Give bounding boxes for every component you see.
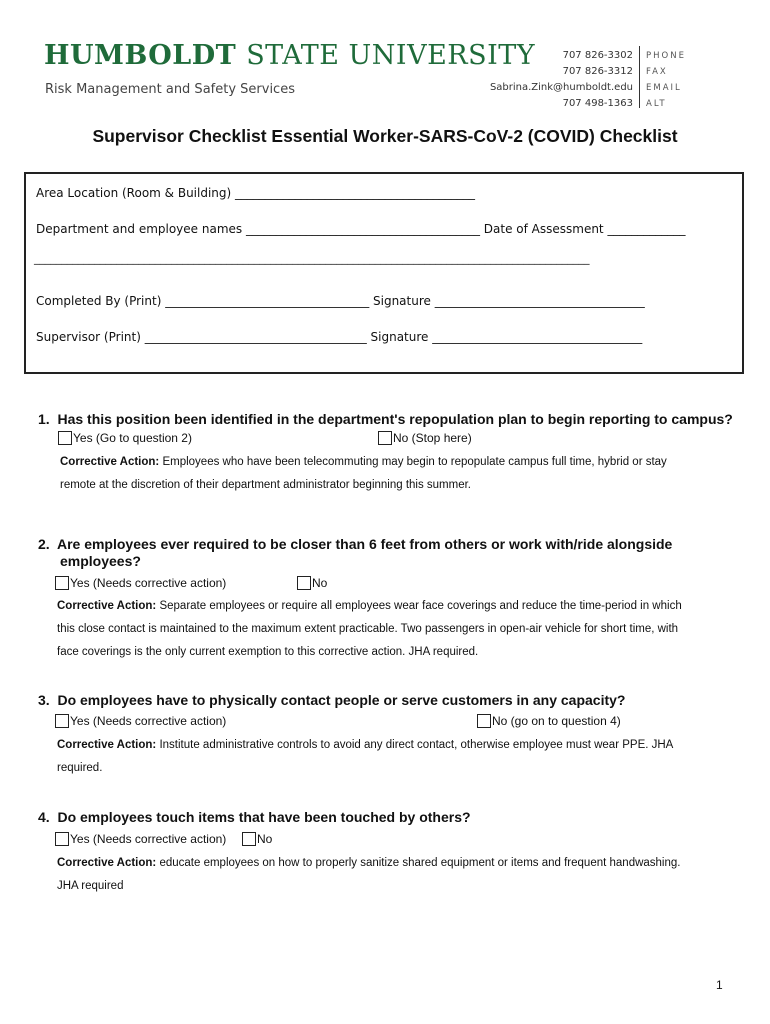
q3-no-option[interactable]: [477, 714, 621, 728]
question-2: [38, 536, 672, 570]
option-label: No (Stop here): [393, 431, 472, 445]
q4-yes-option[interactable]: [55, 832, 226, 846]
q1-no-option[interactable]: [378, 431, 472, 445]
corrective-action-label: Corrective Action:: [57, 857, 157, 869]
question-text: employees?: [60, 553, 141, 569]
question-number: 4.: [38, 809, 50, 825]
q3-yes-option[interactable]: [55, 714, 226, 728]
checkbox[interactable]: [477, 714, 491, 728]
area-location-field[interactable]: Area Location (Room & Building) ________________________________________: [36, 186, 476, 200]
question-text: Do employees have to physically contact people or serve customers in any capacity?: [57, 692, 626, 708]
email-value: Sabrina.Zink@humboldt.edu: [489, 82, 633, 93]
option-label: Yes (Go to question 2): [73, 431, 192, 445]
contact-divider: [639, 46, 640, 108]
corrective-action-text: Institute administrative controls to avoid any direct contact, otherwise employee must wear PPE. JHA: [156, 739, 674, 751]
q2-no-option[interactable]: [297, 576, 327, 590]
corrective-action-label: Corrective Action:: [57, 600, 157, 612]
corrective-action-text: Separate employees or require all employees wear face coverings and reduce the time-period in which: [156, 600, 682, 612]
q3-corrective-action: [57, 734, 747, 780]
question-number: 1.: [38, 411, 50, 427]
page-title: Supervisor Checklist Essential Worker-SARS-CoV-2 (COVID) Checklist: [92, 126, 678, 146]
question-1: [38, 411, 733, 427]
question-4: [38, 809, 471, 825]
option-label: Yes (Needs corrective action): [70, 576, 227, 590]
checkbox[interactable]: [242, 832, 256, 846]
q4-no-option[interactable]: [242, 832, 272, 846]
q1-corrective-action: [60, 451, 750, 497]
checkbox[interactable]: [55, 576, 69, 590]
corrective-action-text: required.: [57, 762, 103, 774]
option-label: No (go on to question 4): [492, 714, 621, 728]
fax-label: FAX: [646, 67, 668, 77]
corrective-action-text: educate employees on how to properly sanitize shared equipment or items and frequent handwashing.: [156, 857, 681, 869]
department-employee-field[interactable]: Department and employee names _______________________________________ Date of Assessment _____________: [36, 222, 686, 236]
alt-value: 707 498-1363: [562, 98, 633, 109]
question-text: Are employees ever required to be closer than 6 feet from others or work with/ride alongside: [56, 536, 673, 552]
department-name: Risk Management and Safety Services: [45, 82, 295, 97]
completed-by-field[interactable]: Completed By (Print) __________________________________ Signature ___________________________________: [36, 294, 645, 308]
corrective-action-text: face coverings is the only current exemption to this corrective action. JHA required.: [57, 646, 479, 658]
fax-value: 707 826-3312: [562, 66, 633, 77]
checkbox[interactable]: [378, 431, 392, 445]
logo-word-humboldt: HUMBOLDT: [44, 40, 237, 71]
q1-yes-option[interactable]: [58, 431, 192, 445]
corrective-action-text: this close contact is maintained to the maximum extent practicable. Two passengers in open-air vehicle for short time, with: [57, 623, 679, 635]
corrective-action-text: remote at the discretion of their department administrator beginning this summer.: [60, 479, 472, 491]
question-number: 2.: [38, 536, 50, 552]
email-label: EMAIL: [646, 83, 682, 93]
checkbox[interactable]: [55, 832, 69, 846]
checkbox[interactable]: [55, 714, 69, 728]
q2-corrective-action: [57, 595, 757, 664]
phone-label: PHONE: [646, 51, 686, 61]
option-label: No: [312, 576, 328, 590]
corrective-action-label: Corrective Action:: [57, 739, 157, 751]
question-number: 3.: [38, 692, 50, 708]
checkbox[interactable]: [58, 431, 72, 445]
logo-word-state-university: STATE UNIVERSITY: [246, 40, 536, 71]
alt-label: ALT: [646, 99, 667, 109]
option-label: No: [257, 832, 273, 846]
assessment-form-box: [24, 172, 744, 374]
q2-yes-option[interactable]: [55, 576, 226, 590]
page-number: 1: [716, 978, 723, 992]
option-label: Yes (Needs corrective action): [70, 832, 227, 846]
blank-line-field[interactable]: _____________________________________________________________________________________________________: [34, 252, 590, 265]
question-3: [38, 692, 625, 708]
supervisor-field[interactable]: Supervisor (Print) _____________________________________ Signature ___________________________________: [36, 330, 643, 344]
question-text: Has this position been identified in the department's repopulation plan to begin reporting to campus?: [57, 411, 733, 427]
phone-value: 707 826-3302: [562, 50, 633, 61]
corrective-action-text: Employees who have been telecommuting may begin to repopulate campus full time, hybrid or stay: [159, 456, 667, 468]
corrective-action-text: JHA required: [57, 880, 124, 892]
checkbox[interactable]: [297, 576, 311, 590]
question-text: Do employees touch items that have been touched by others?: [57, 809, 471, 825]
contact-values: [490, 48, 633, 112]
corrective-action-label: Corrective Action:: [60, 456, 160, 468]
university-logo: [44, 40, 535, 71]
option-label: Yes (Needs corrective action): [70, 714, 227, 728]
q4-corrective-action: [57, 852, 757, 898]
contact-labels: [646, 48, 686, 112]
